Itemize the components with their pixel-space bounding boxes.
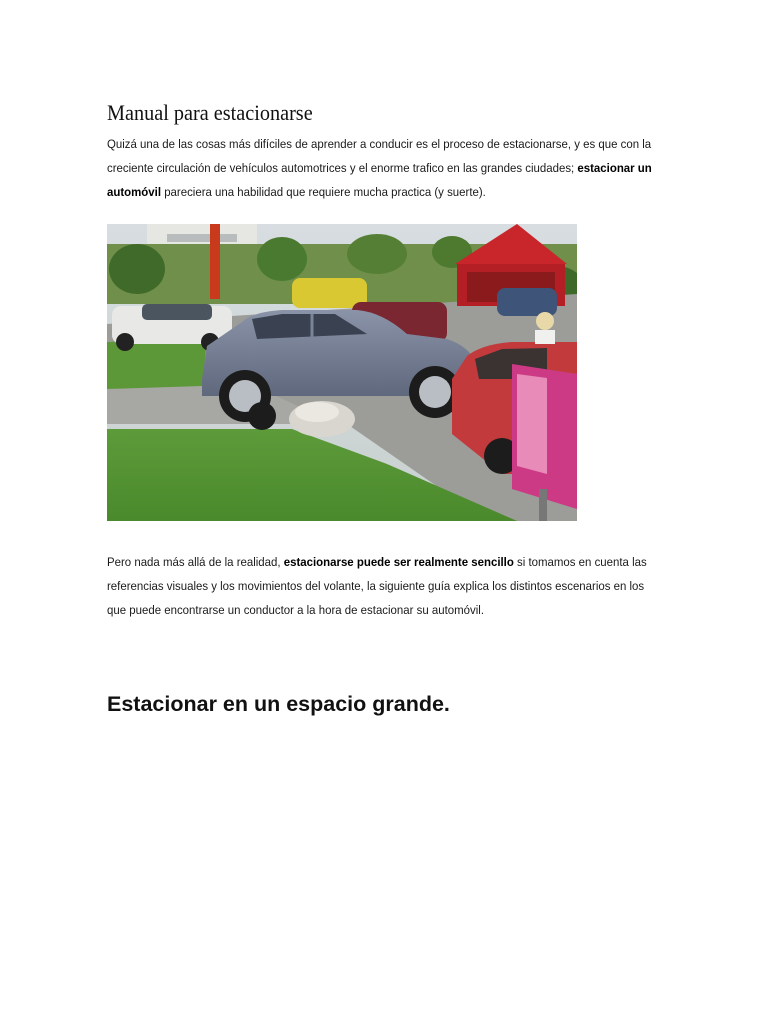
body-text-end: si tomamos en cuenta las referencias visuales y los movimientos del volante, la siguiente guía explica los distintos escenarios en los que puede encontrarse un conductor a la hora de estacionar su automóvil. (107, 555, 647, 617)
document-title: Manual para estacionarse (107, 100, 313, 125)
body-text-start: Pero nada más allá de la realidad, (107, 555, 284, 569)
intro-paragraph (107, 132, 656, 204)
body-paragraph (107, 550, 656, 622)
car-parked-on-rock-photo (107, 224, 577, 521)
intro-text-end: pareciera una habilidad que requiere mucha practica (y suerte). (161, 185, 486, 199)
section-heading: Estacionar en un espacio grande. (107, 692, 450, 716)
intro-text-start: Quizá una de las cosas más difíciles de aprender a conducir es el proceso de estacionarse, y es que con la creciente circulación de vehículos automotrices y el enorme trafico en las grandes ciudades; (107, 137, 652, 175)
body-bold-phrase: estacionarse puede ser realmente sencillo (283, 555, 514, 569)
intro-bold-phrase: estacionar un automóvil (107, 161, 652, 199)
